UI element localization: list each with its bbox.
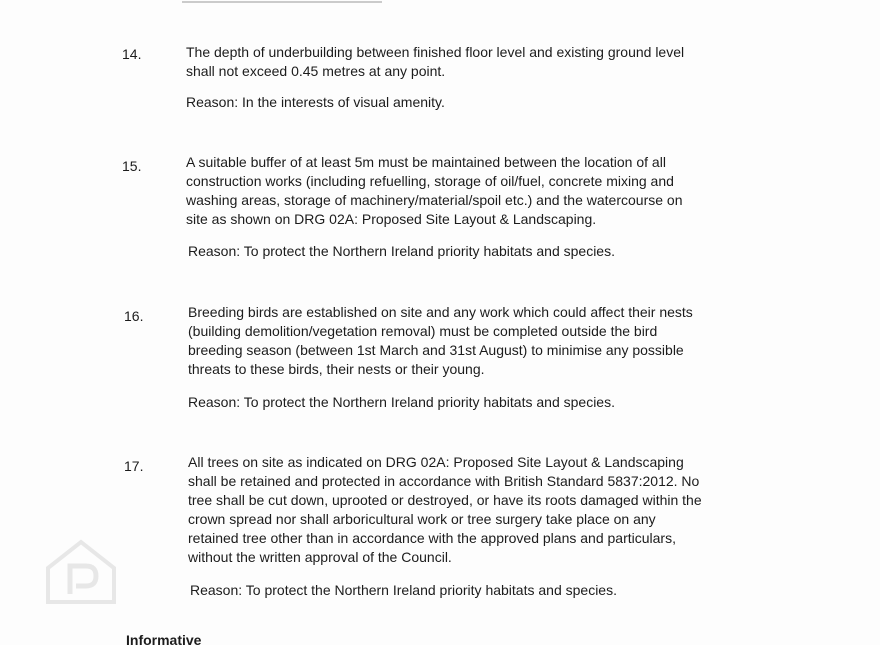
condition-number: 14. bbox=[122, 46, 142, 62]
text-line: All trees on site as indicated on DRG 02A: Proposed Site Layout & Landscaping bbox=[188, 454, 684, 470]
condition-text bbox=[188, 303, 778, 379]
text-line: Breeding birds are established on site and any work which could affect their nests bbox=[188, 304, 693, 320]
condition-text bbox=[186, 153, 776, 229]
text-line: construction works (including refuelling, storage of oil/fuel, concrete mixing and bbox=[186, 173, 674, 189]
condition-reason: Reason: To protect the Northern Ireland priority habitats and species. bbox=[188, 243, 615, 259]
text-line: retained tree other than in accordance with the approved plans and particulars, bbox=[188, 530, 676, 546]
text-line: site as shown on DRG 02A: Proposed Site Layout & Landscaping. bbox=[186, 211, 597, 227]
condition-reason: Reason: In the interests of visual amenity. bbox=[186, 94, 445, 110]
previous-text-fragment bbox=[182, 0, 382, 3]
text-line: A suitable buffer of at least 5m must be maintained between the location of all bbox=[186, 154, 666, 170]
condition-text bbox=[186, 43, 776, 81]
condition-reason: Reason: To protect the Northern Ireland priority habitats and species. bbox=[190, 582, 617, 598]
text-line: The depth of underbuilding between finished floor level and existing ground level bbox=[186, 44, 685, 60]
text-line: breeding season (between 1st March and 31st August) to minimise any possible bbox=[188, 342, 684, 358]
text-line: without the written approval of the Council. bbox=[188, 549, 452, 565]
text-line: washing areas, storage of machinery/material/spoil etc.) and the watercourse on bbox=[186, 192, 683, 208]
condition-number: 15. bbox=[122, 158, 142, 174]
condition-text bbox=[188, 453, 778, 567]
condition-reason: Reason: To protect the Northern Ireland priority habitats and species. bbox=[188, 394, 615, 410]
text-line: tree shall be cut down, uprooted or destroyed, or have its roots damaged within the bbox=[188, 492, 702, 508]
text-line: crown spread nor shall arboricultural work or tree surgery take place on any bbox=[188, 511, 656, 527]
text-line: shall not exceed 0.45 metres at any point. bbox=[186, 63, 446, 79]
text-line: shall be retained and protected in accordance with British Standard 5837:2012. No bbox=[188, 473, 700, 489]
house-logo-watermark-icon bbox=[44, 538, 118, 604]
informative-heading: Informative bbox=[126, 632, 202, 648]
text-line: threats to these birds, their nests or their young. bbox=[188, 361, 485, 377]
condition-number: 16. bbox=[124, 308, 144, 324]
text-line: (building demolition/vegetation removal) must be completed outside the bird bbox=[188, 323, 658, 339]
condition-number: 17. bbox=[124, 458, 144, 474]
